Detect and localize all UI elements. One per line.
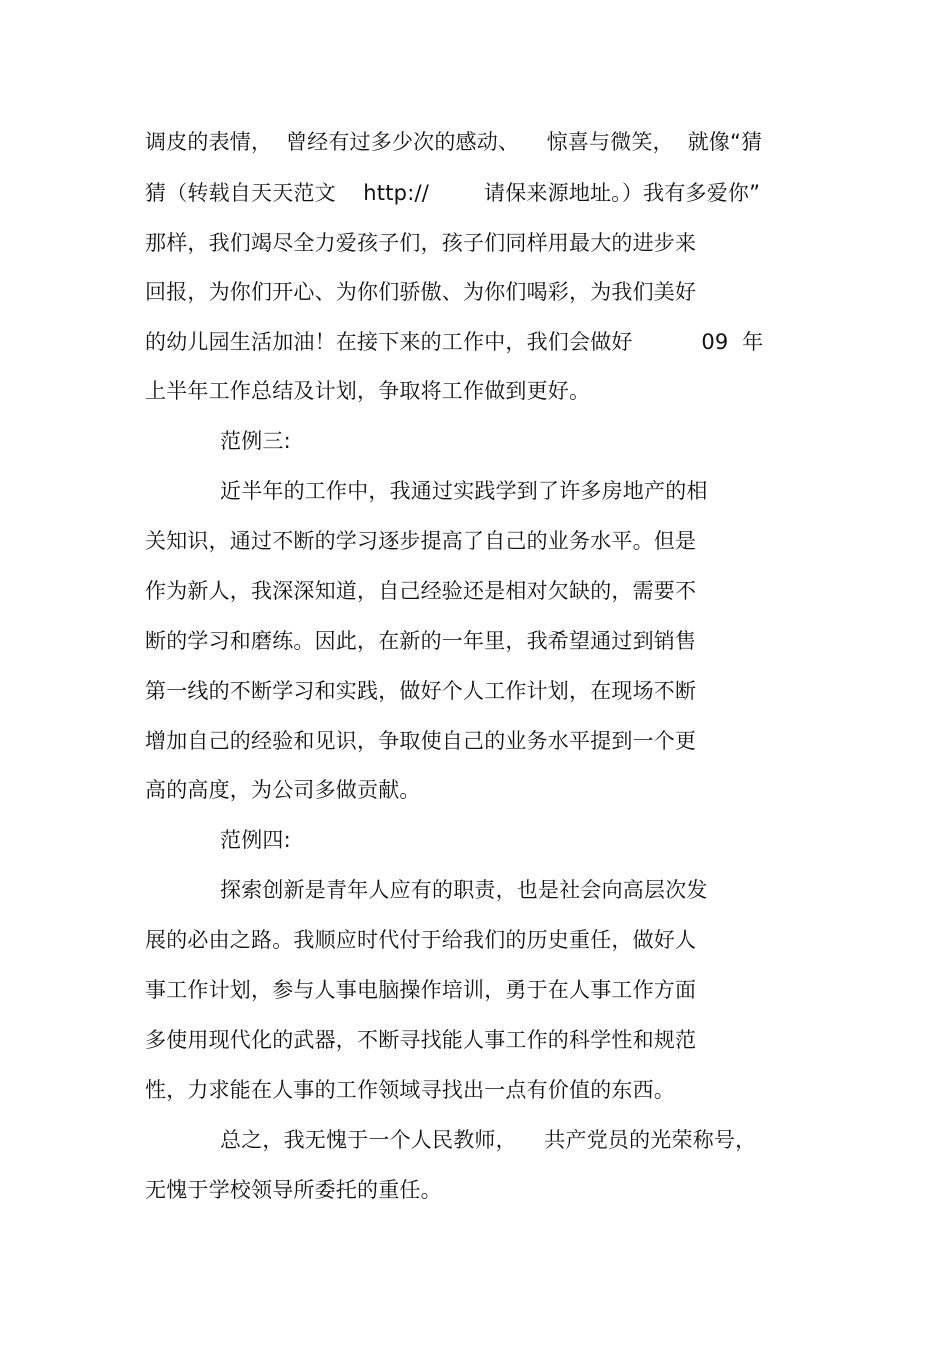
paragraph-line: 回报，为你们开心、为你们骄傲、为你们喝彩，为我们美好 xyxy=(145,280,697,304)
paragraph-line: 的幼儿园生活加油！在接下来的工作中，我们会做好 09 年 xyxy=(145,330,764,354)
paragraph-line: 增加自己的经验和见识，争取使自己的业务水平提到一个更 xyxy=(145,729,697,753)
paragraph-line: 无愧于学校领导所委托的重任。 xyxy=(145,1178,442,1202)
paragraph-line: 上半年工作总结及计划，争取将工作做到更好。 xyxy=(145,379,591,403)
section-heading-example-four: 范例四: xyxy=(220,828,291,852)
paragraph-line: 那样，我们竭尽全力爱孩子们，孩子们同样用最大的进步来 xyxy=(145,231,697,255)
paragraph-line: 高的高度，为公司多做贡献。 xyxy=(145,778,421,802)
paragraph-line: 关知识，通过不断的学习逐步提高了自己的业务水平。但是 xyxy=(145,529,697,553)
paragraph-line: 事工作计划，参与人事电脑操作培训，勇于在人事工作方面 xyxy=(145,978,697,1002)
paragraph-line: 多使用现代化的武器，不断寻找能人事工作的科学性和规范 xyxy=(145,1028,697,1052)
paragraph-line: 性，力求能在人事的工作领域寻找出一点有价值的东西。 xyxy=(145,1078,675,1102)
paragraph-line: 断的学习和磨练。因此，在新的一年里，我希望通过到销售 xyxy=(145,629,697,653)
paragraph-line: 探索创新是青年人应有的职责，也是社会向高层次发 xyxy=(220,878,708,902)
paragraph-line: 调皮的表情， 曾经有过多少次的感动、 惊喜与微笑， 就像“猜 xyxy=(145,130,763,154)
paragraph-line: 作为新人，我深深知道，自己经验还是相对欠缺的，需要不 xyxy=(145,579,697,603)
paragraph-line: 总之，我无愧于一个人民教师， 共产党员的光荣称号， xyxy=(220,1128,757,1152)
paragraph-line: 猜（转载自天天范文 http:// 请保来源地址。）我有多爱你” xyxy=(145,181,761,205)
paragraph-line: 近半年的工作中，我通过实践学到了许多房地产的相 xyxy=(220,479,708,503)
paragraph-line: 第一线的不断学习和实践，做好个人工作计划，在现场不断 xyxy=(145,679,697,703)
section-heading-example-three: 范例三: xyxy=(220,429,291,453)
paragraph-line: 展的必由之路。我顺应时代付于给我们的历史重任，做好人 xyxy=(145,928,697,952)
